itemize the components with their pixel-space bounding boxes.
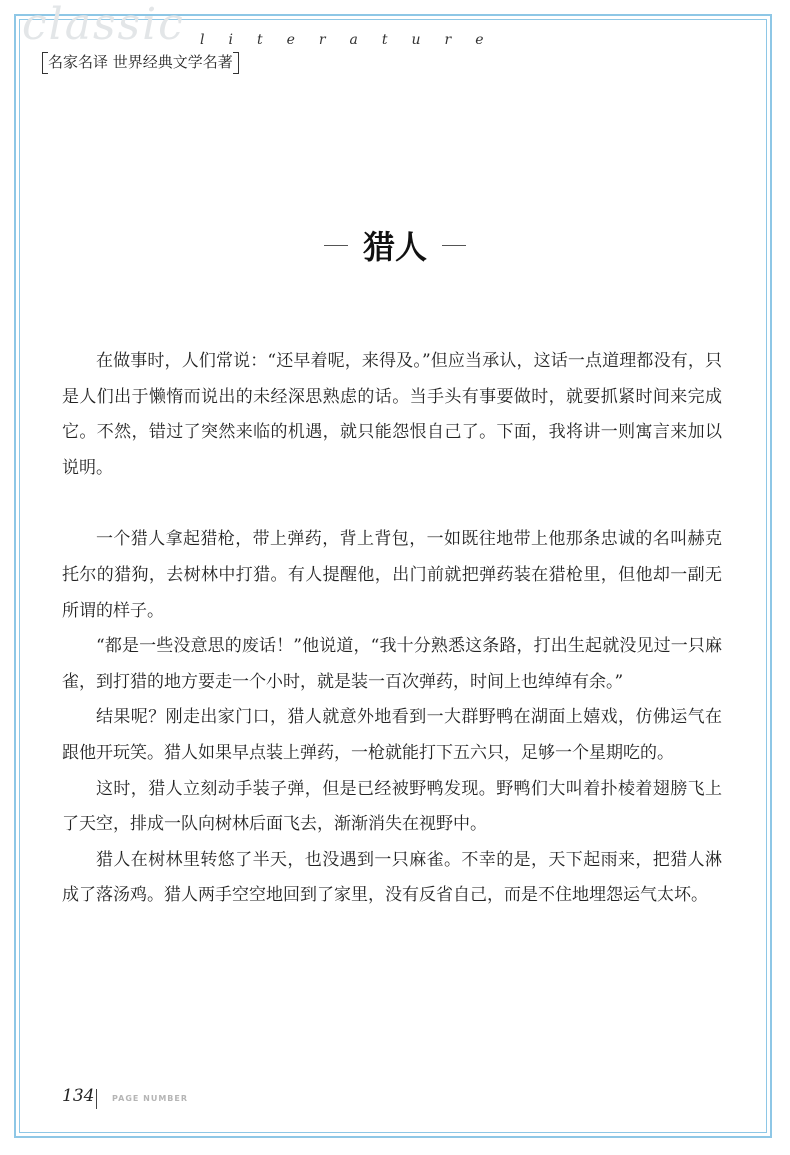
page-number: 134 (62, 1086, 95, 1106)
chapter-title-text: 猎人 (362, 228, 427, 266)
paragraph: 结果呢？刚走出家门口，猎人就意外地看到一大群野鸭在湖面上嬉戏，仿佛运气在跟他开玩笑。猎人如果早点装上弹药，一枪就能打下五六只，足够一个星期吃的。 (62, 707, 722, 763)
header-decor-word: classic (22, 0, 185, 50)
page-number-label: PAGE NUMBER (112, 1094, 189, 1103)
series-title: 名家名译 世界经典文学名著 (44, 52, 237, 72)
title-dash-left (324, 245, 348, 246)
body-text (62, 344, 722, 914)
chapter-title (0, 222, 790, 268)
paragraph: 一个猎人拿起猎枪，带上弹药，背上背包，一如既往地带上他那条忠诚的名叫赫克托尔的猎狗，去树林中打猎。有人提醒他，出门前就把弹药装在猎枪里，但他却一副无所谓的样子。 (62, 529, 722, 621)
footer-divider (96, 1089, 97, 1109)
title-dash-right (442, 245, 466, 246)
paragraph: “都是一些没意思的废话！”他说道，“我十分熟悉这条路，打出生起就没见过一只麻雀，到打猎的地方要走一个小时，就是装一百次弹药，时间上也绰绰有余。” (62, 636, 722, 692)
paragraph: 猎人在树林里转悠了半天，也没遇到一只麻雀。不幸的是，天下起雨来，把猎人淋成了落汤鸡。猎人两手空空地回到了家里，没有反省自己，而是不住地埋怨运气太坏。 (62, 849, 722, 906)
header-series-word: literature (200, 32, 508, 48)
paragraph: 在做事时，人们常说：“还早着呢，来得及。”但应当承认，这话一点道理都没有，只是人们出于懒惰而说出的未经深思熟虑的话。当手头有事要做时，就要抓紧时间来完成它。不然，错过了突然来临的机遇，就只能怨恨自己了。下面，我将讲一则寓言来加以说明。 (62, 351, 722, 478)
paragraph: 这时，猎人立刻动手装子弹，但是已经被野鸭发现。野鸭们大叫着扑棱着翅膀飞上了天空，排成一队向树林后面飞去，渐渐消失在视野中。 (62, 778, 722, 835)
